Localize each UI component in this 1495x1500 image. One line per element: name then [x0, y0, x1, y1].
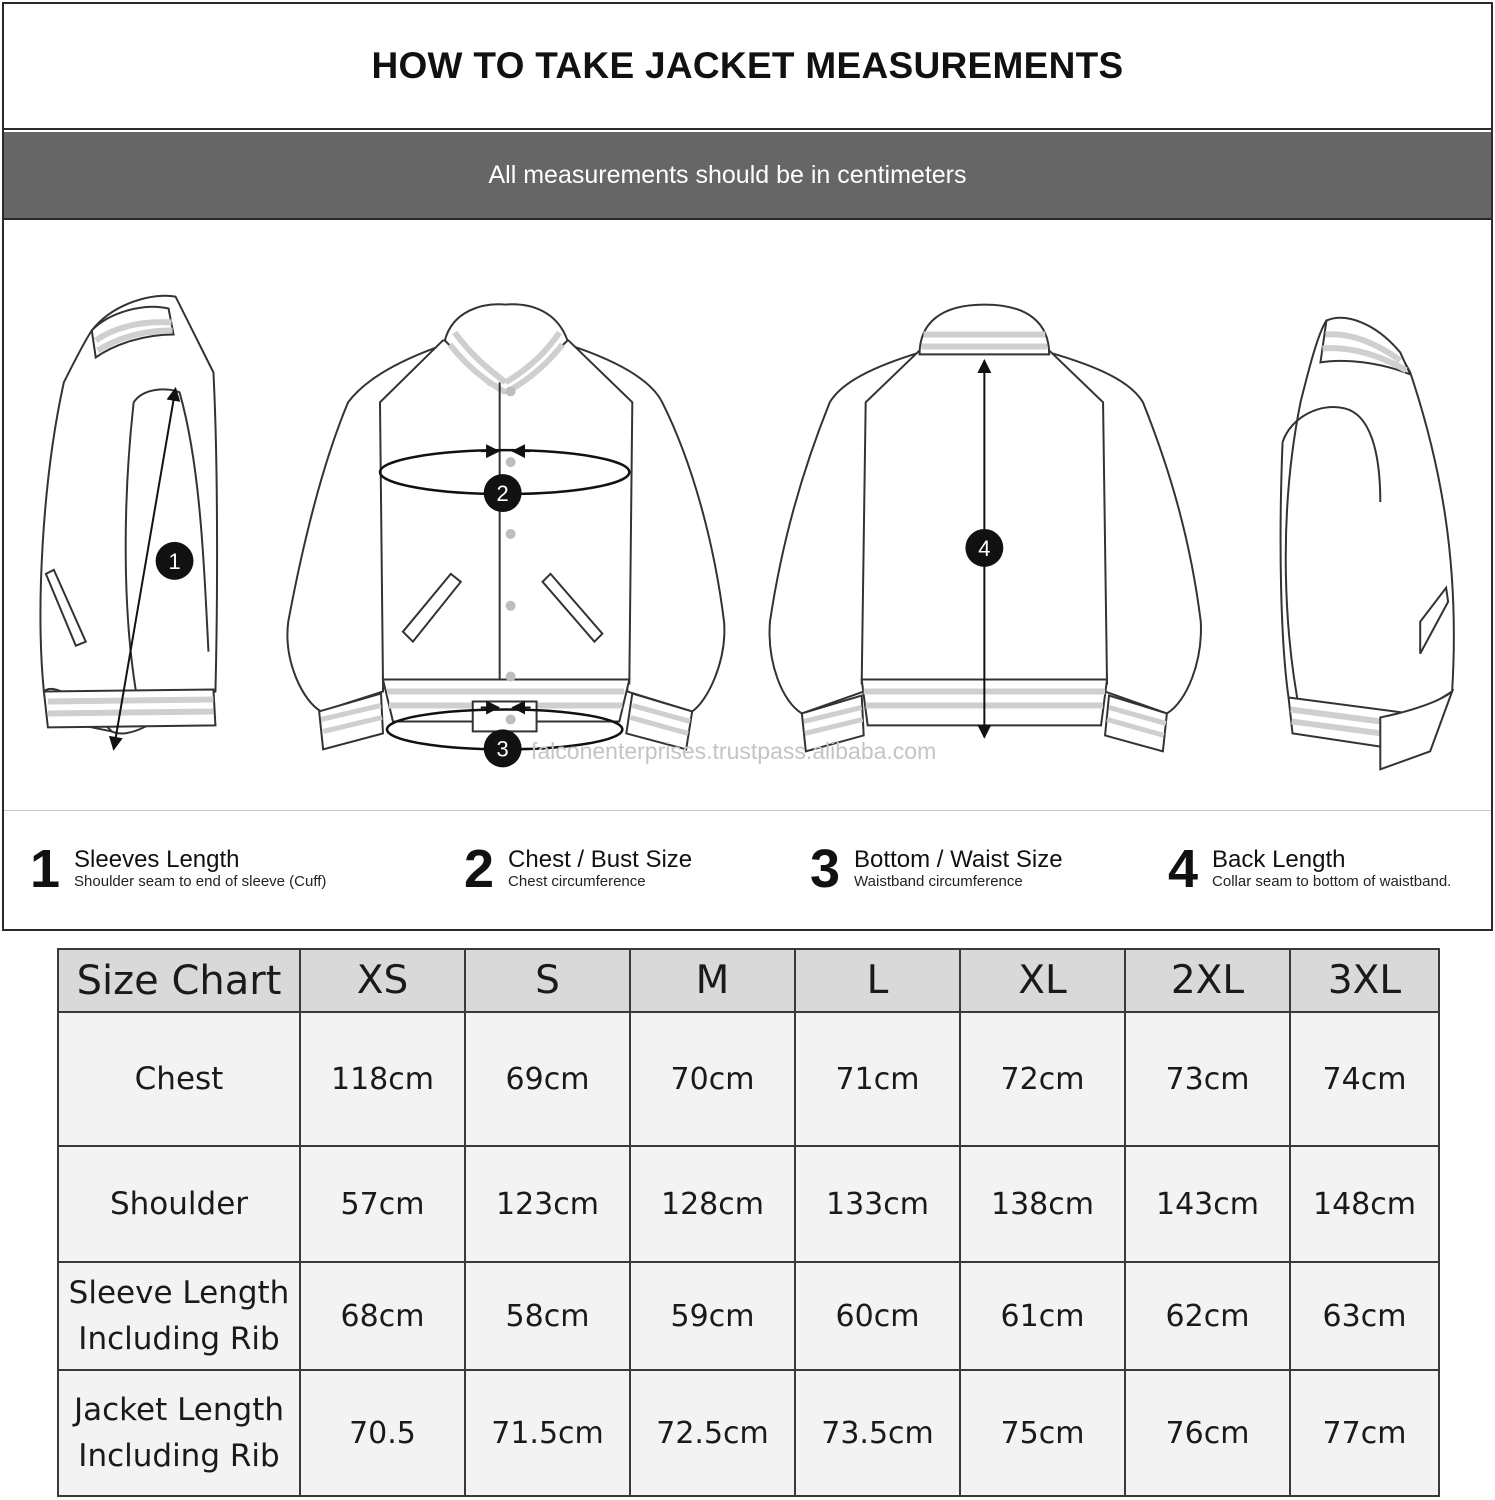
units-banner — [4, 132, 1491, 220]
size-chart-label: Size Chart — [58, 949, 300, 1012]
legend-item-waist — [810, 839, 1063, 899]
legend-number: 4 — [1168, 839, 1199, 899]
jacket-diagram — [4, 222, 1491, 808]
table-cell: 59cm — [630, 1262, 795, 1370]
table-cell: 62cm — [1125, 1262, 1290, 1370]
size-header: 2XL — [1125, 949, 1290, 1012]
table-cell: 138cm — [960, 1146, 1125, 1262]
table-cell: 148cm — [1290, 1146, 1439, 1262]
legend-number: 3 — [810, 839, 841, 899]
measurement-guide-panel — [2, 2, 1493, 931]
row-label: Shoulder — [58, 1146, 300, 1262]
table-row — [58, 1012, 1439, 1146]
jacket-front-view — [287, 304, 724, 749]
legend-item-back-length — [1168, 839, 1452, 899]
row-label: Jacket Length Including Rib — [58, 1370, 300, 1496]
legend-title: Chest / Bust Size — [508, 846, 693, 873]
table-cell: 57cm — [300, 1146, 465, 1262]
table-cell: 68cm — [300, 1262, 465, 1370]
table-cell: 77cm — [1290, 1370, 1439, 1496]
marker-2 — [484, 474, 522, 512]
marker-4 — [965, 529, 1003, 567]
table-row — [58, 1370, 1439, 1496]
size-header: L — [795, 949, 960, 1012]
table-cell: 73cm — [1125, 1012, 1290, 1146]
table-cell: 75cm — [960, 1370, 1125, 1496]
legend-subtitle: Waistband circumference — [854, 873, 1023, 890]
size-header: XL — [960, 949, 1125, 1012]
size-chart-table — [57, 948, 1440, 1497]
table-cell: 72.5cm — [630, 1370, 795, 1496]
table-cell: 58cm — [465, 1262, 630, 1370]
table-cell: 128cm — [630, 1146, 795, 1262]
units-note: All measurements should be in centimeters — [488, 160, 967, 189]
table-cell: 70.5 — [300, 1370, 465, 1496]
marker-2-label: 2 — [496, 481, 509, 507]
legend-title: Sleeves Length — [74, 846, 240, 873]
legend-title: Bottom / Waist Size — [854, 846, 1063, 873]
table-cell: 63cm — [1290, 1262, 1439, 1370]
row-label: Chest — [58, 1012, 300, 1146]
marker-1-label: 1 — [168, 548, 181, 574]
table-cell: 133cm — [795, 1146, 960, 1262]
table-cell: 143cm — [1125, 1146, 1290, 1262]
watermark-text: falconenterprises.trustpass.alibaba.com — [531, 738, 937, 764]
table-cell: 76cm — [1125, 1370, 1290, 1496]
table-cell: 72cm — [960, 1012, 1125, 1146]
row-label: Sleeve Length Including Rib — [58, 1262, 300, 1370]
marker-3-label: 3 — [496, 736, 509, 762]
table-row — [58, 1262, 1439, 1370]
legend-title: Back Length — [1212, 846, 1346, 873]
table-cell: 123cm — [465, 1146, 630, 1262]
legend-number: 2 — [464, 839, 495, 899]
jacket-side-view-right — [1281, 318, 1454, 769]
table-cell: 69cm — [465, 1012, 630, 1146]
size-header: M — [630, 949, 795, 1012]
table-cell: 71.5cm — [465, 1370, 630, 1496]
legend-number: 1 — [30, 839, 61, 899]
size-header: XS — [300, 949, 465, 1012]
legend-subtitle: Collar seam to bottom of waistband. — [1212, 873, 1452, 890]
size-header-row — [58, 949, 1439, 1012]
marker-4-label: 4 — [978, 535, 991, 561]
table-cell: 71cm — [795, 1012, 960, 1146]
legend-item-chest — [464, 839, 693, 899]
legend-subtitle: Chest circumference — [508, 873, 646, 890]
table-cell: 61cm — [960, 1262, 1125, 1370]
table-cell: 74cm — [1290, 1012, 1439, 1146]
size-header: 3XL — [1290, 949, 1439, 1012]
page-title: HOW TO TAKE JACKET MEASUREMENTS — [4, 4, 1491, 130]
table-cell: 60cm — [795, 1262, 960, 1370]
size-header: S — [465, 949, 630, 1012]
table-cell: 70cm — [630, 1012, 795, 1146]
legend-item-sleeves — [30, 839, 327, 899]
table-cell: 73.5cm — [795, 1370, 960, 1496]
table-cell: 118cm — [300, 1012, 465, 1146]
marker-1 — [156, 542, 194, 580]
table-row — [58, 1146, 1439, 1262]
marker-3 — [484, 729, 522, 767]
legend-divider — [4, 810, 1491, 811]
legend-subtitle: Shoulder seam to end of sleeve (Cuff) — [74, 873, 327, 890]
jacket-side-view-left — [41, 296, 218, 734]
